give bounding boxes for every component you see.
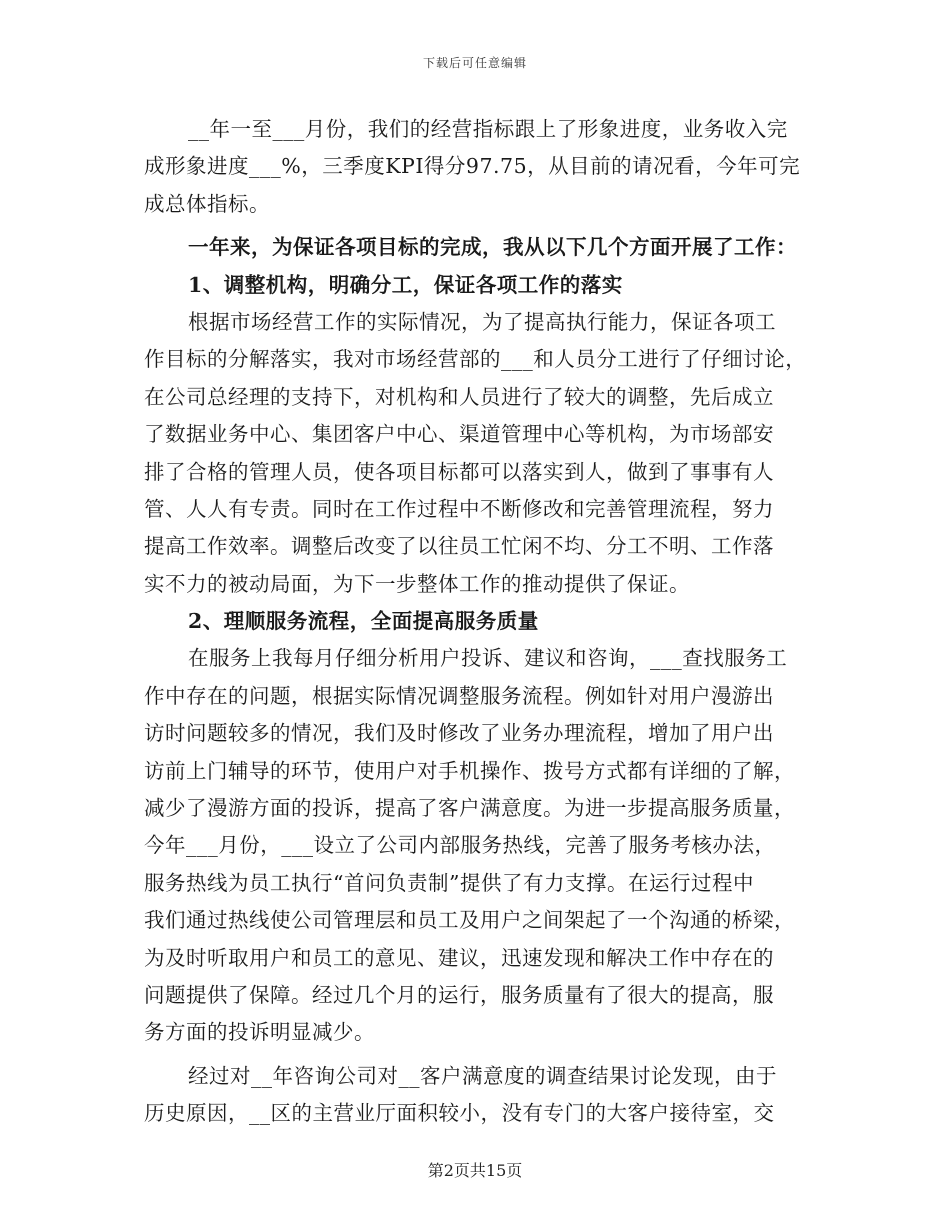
paragraph-line: 排了合格的管理人员，使各项目标都可以落实到人，做到了事事有人 (144, 459, 774, 484)
paragraph-line: 为及时听取用户和员工的意见、建议，迅速发现和解决工作中存在的 (144, 945, 774, 970)
bold-statement: 一年来，为保证各项目标的完成，我从以下几个方面开展了工作： (188, 235, 797, 260)
paragraph-line: 服务热线为员工执行“首问负责制”提供了有力支撑。在运行过程中 (144, 870, 754, 895)
paragraph-line: 务方面的投诉明显减少。 (144, 1020, 375, 1045)
paragraph-line: 成形象进度___%，三季度KPI得分97.75，从目前的请况看，今年可完 (144, 154, 801, 179)
paragraph-survey (144, 1058, 812, 1133)
paragraph-restructure (144, 304, 812, 603)
paragraph-line: 经过对__年咨询公司对__客户满意度的调查结果讨论发现，由于 (188, 1063, 777, 1088)
document-body (144, 111, 812, 1133)
paragraph-line: 作中存在的问题，根据实际情况调整服务流程。例如针对用户漫游出 (144, 683, 774, 708)
section-heading: 1、调整机构，明确分工，保证各项工作的落实 (188, 272, 623, 297)
page-number: 第2页共15页 (427, 1161, 523, 1180)
paragraph-line: 问题提供了保障。经过几个月的运行，服务质量有了很大的提高，服 (144, 982, 774, 1007)
paragraph-line: 访时问题较多的情况，我们及时修改了业务办理流程，增加了用户出 (144, 721, 774, 746)
paragraph-line: 减少了漫游方面的投诉，提高了客户满意度。为进一步提高服务质量， (144, 796, 795, 821)
paragraph-line: 管、人人有专责。同时在工作过程中不断修改和完善管理流程，努力 (144, 496, 774, 521)
paragraph-line: __年一至___月份，我们的经营指标跟上了形象进度，业务收入完 (188, 117, 788, 141)
paragraph-line: 根据市场经营工作的实际情况，为了提高执行能力，保证各项工 (188, 309, 776, 334)
paragraph-intro-heading (144, 229, 812, 266)
paragraph-line: 在服务上我每月仔细分析用户投诉、建议和咨询，___查找服务工 (188, 646, 788, 671)
paragraph-line: 今年___月份，___设立了公司内部服务热线，完善了服务考核办法， (144, 833, 776, 858)
paragraph-line: 历史原因，__区的主营业厅面积较小，没有专门的大客户接待室，交 (144, 1101, 775, 1126)
section-heading: 2、理顺服务流程，全面提高服务质量 (188, 609, 539, 634)
section-heading-2 (144, 603, 812, 640)
paragraph-progress-summary (144, 111, 812, 223)
paragraph-line: 作目标的分解落实，我对市场经营部的___和人员分工进行了仔细讨论， (144, 347, 807, 372)
paragraph-line: 访前上门辅导的环节，使用户对手机操作、拨号方式都有详细的了解， (144, 758, 795, 783)
paragraph-line: 成总体指标。 (144, 191, 270, 216)
page-header: 下载后可任意编辑 (422, 56, 527, 70)
paragraph-line: 了数据业务中心、集团客户中心、渠道管理中心等机构，为市场部安 (144, 422, 774, 447)
paragraph-line: 我们通过热线使公司管理层和员工及用户之间架起了一个沟通的桥梁， (144, 908, 795, 933)
paragraph-line: 实不力的被动局面，为下一步整体工作的推动提供了保证。 (144, 571, 690, 596)
section-heading-1 (144, 267, 812, 304)
paragraph-service-process (144, 640, 812, 1051)
paragraph-line: 提高工作效率。调整后改变了以往员工忙闲不均、分工不明、工作落 (144, 534, 774, 559)
paragraph-line: 在公司总经理的支持下，对机构和人员进行了较大的调整，先后成立 (144, 384, 774, 409)
